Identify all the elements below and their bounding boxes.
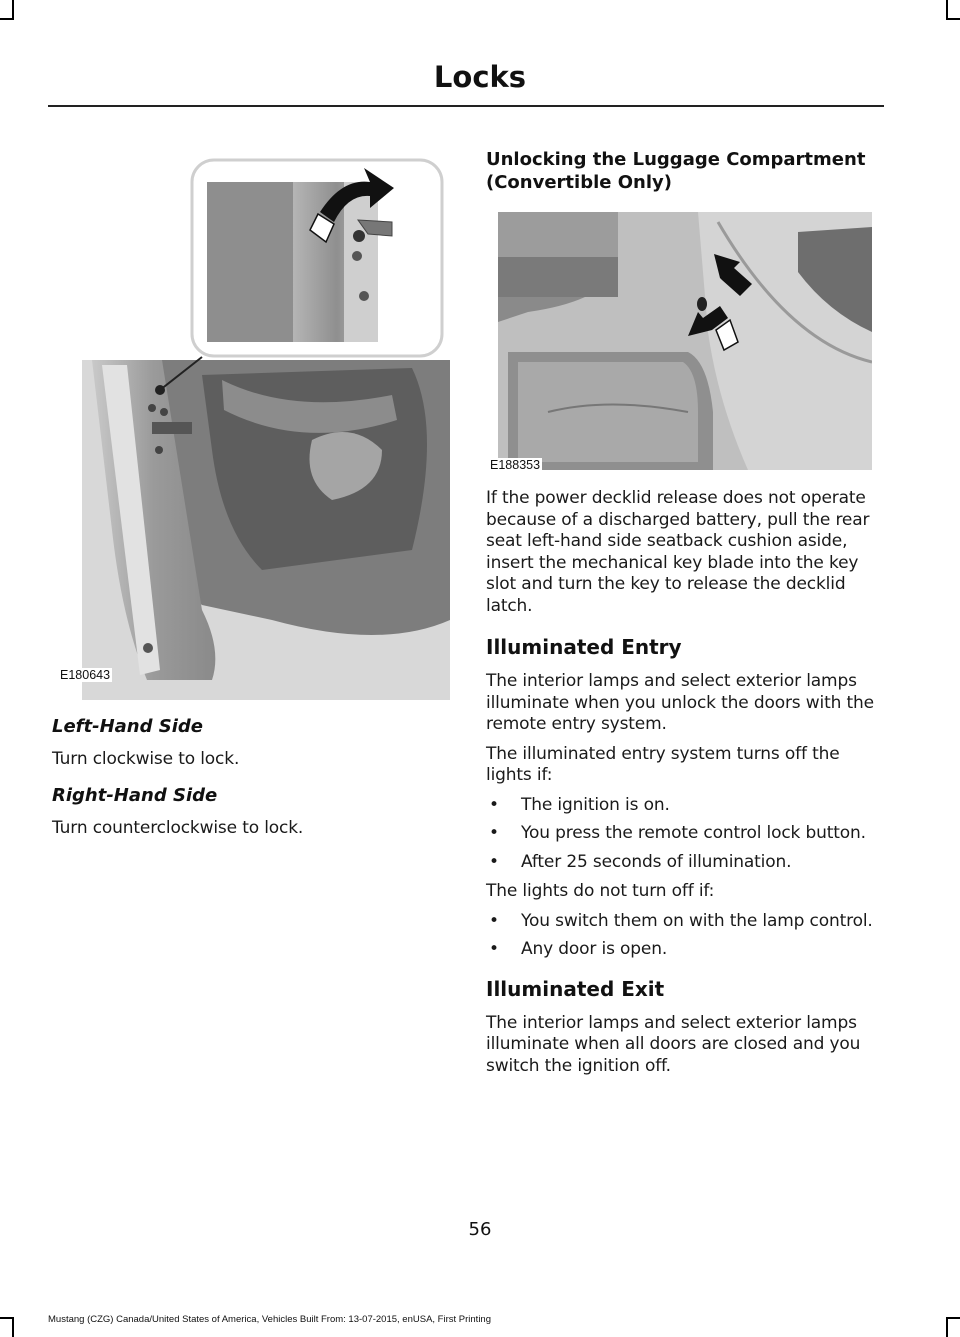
header-rule [48,105,884,107]
rear-seat-drawing [488,212,872,470]
list-item [486,911,882,933]
list-item-text: Any door is open. [521,939,668,959]
illuminated-exit-text: The interior lamps and select exterior lamps illuminate when all doors are closed and you switch the ignition off. [486,1012,861,1076]
list-item-text: After 25 seconds of illumination. [521,851,792,872]
crop-mark [946,1317,948,1337]
list-item [486,795,882,817]
right-column-body [486,488,882,1077]
list-item [486,823,882,845]
rear-seat-illustration [488,212,872,470]
illuminated-exit-heading: Illuminated Exit [486,976,665,1001]
footer-text: Mustang (CZG) Canada/United States of America, Vehicles Built From: 13-07-2015, enUSA, First Printing [48,1314,491,1325]
crop-mark [0,1317,14,1319]
door-lock-illustration [52,150,450,700]
entry-off-intro: The illuminated entry system turns off the lights if: [486,743,840,785]
left-hand-side-text: Turn clockwise to lock. [52,749,240,769]
crop-mark [946,18,960,20]
crop-mark [12,0,14,20]
list-item [486,939,882,961]
door-lock-drawing [52,150,450,700]
list-item-text: The ignition is on. [521,794,670,815]
bullet-dot: • [489,823,499,843]
right-hand-side-heading: Right-Hand Side [52,784,218,806]
illuminated-entry-heading: Illuminated Entry [486,635,682,659]
figure-code: E188353 [490,458,541,472]
figure-code: E180643 [60,668,111,682]
page-title: Locks [433,60,527,94]
crop-mark [12,1317,14,1337]
crop-mark [946,1317,960,1319]
bullet-dot: • [489,851,499,872]
crop-mark [0,18,14,20]
list-item-text: You press the remote control lock button. [521,823,866,843]
illuminated-entry-text: The interior lamps and select exterior lamps illuminate when you unlock the doors with the remote entry system. [486,671,874,734]
luggage-heading: Unlocking the Luggage Compartment (Convertible Only) [486,149,866,193]
crop-mark [946,0,948,20]
bullet-dot: • [489,910,499,931]
bullet-dot: • [489,939,499,959]
list-item-text: You switch them on with the lamp control. [521,910,873,931]
page-number: 56 [468,1219,492,1240]
left-hand-side-heading: Left-Hand Side [52,716,203,737]
bullet-dot: • [489,794,499,815]
entry-not-off-intro: The lights do not turn off if: [486,881,715,901]
right-hand-side-text: Turn counterclockwise to lock. [52,817,304,838]
list-item [486,852,882,874]
left-column [52,716,452,839]
luggage-text: If the power decklid release does not operate because of a discharged battery, pull the rear seat left-hand side seatback cushion aside, insert the mechanical key blade into the key slot and turn the key to release the decklid latch. [486,488,870,616]
luggage-section [486,148,882,194]
